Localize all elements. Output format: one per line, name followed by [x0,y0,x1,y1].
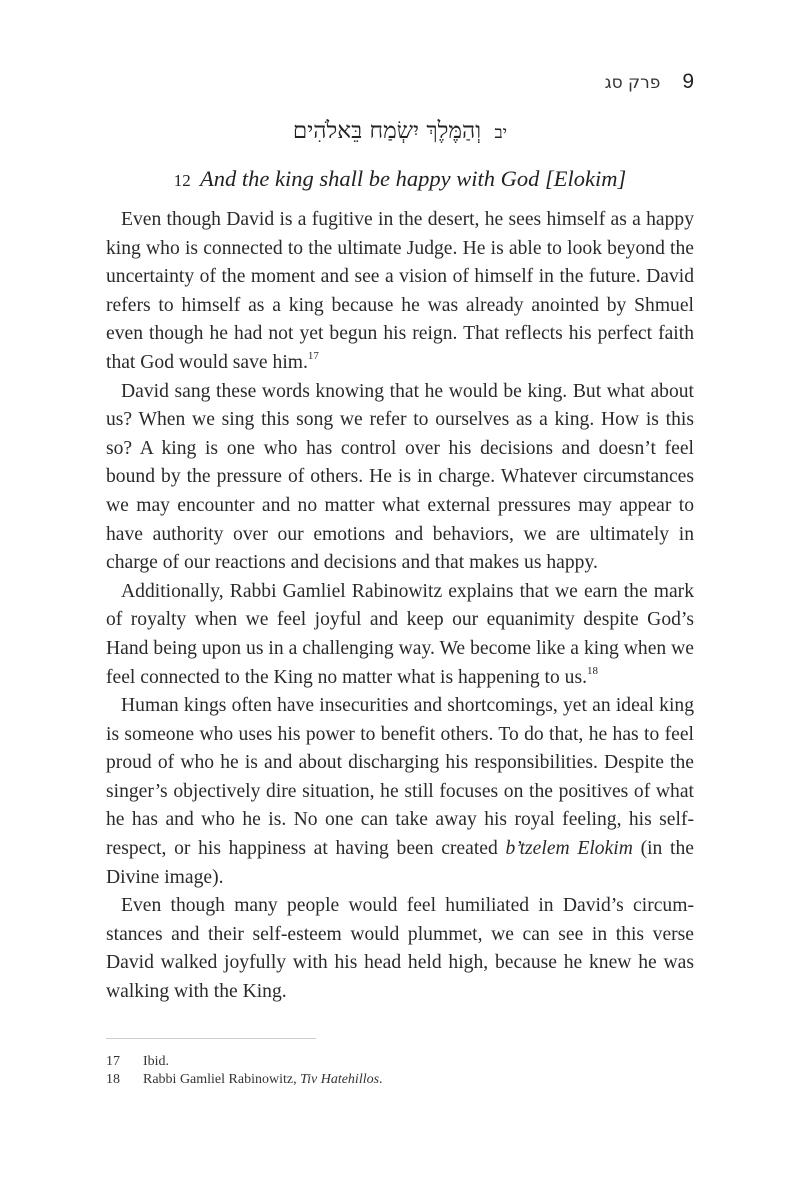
paragraph [106,892,694,1006]
italic-term: b’tzelem Elokim [505,838,633,860]
paragraph-text: Additionally, Rabbi Gamliel Rabinowitz explains that we earn the mark of royalty when we feel joyful and keep our equanimity despite God’s Hand being upon us in a challenging way. We become like a king when we feel connected to the King no matter what is happening to us. [106,580,694,688]
verse-english [0,166,800,192]
footnote-text [143,1071,383,1089]
footnote-number: 18 [106,1072,120,1087]
paragraph [106,378,694,578]
footnote-reference[interactable]: 17 [307,350,319,363]
footnotes [106,1053,694,1089]
chapter-title-hebrew: פרק סג [604,73,661,93]
running-head [605,70,694,94]
paragraph-text: Even though David is a fugitive in the desert, he sees himself as a happy king who is connected to the ultimate Judge. He is able to look beyond the uncertainty of the moment and see a vision of himself in the future. David refers to himself as a king because he was already anointed by Shmuel even though he had not yet begun his reign. That reflects his perfect faith that God would save him. [106,209,694,373]
paragraph-text: (in the Divine image). [106,838,694,888]
verse-hebrew [0,118,800,144]
paragraph [106,692,694,892]
paragraph-text: Human kings often have insecurities and shortcomings, yet an ideal king is someone who uses his power to benefit others. To do that, he has to feel proud of who he is and about discharging his responsibilities. Despite the singer’s objectively dire situation, he still focuses on the positives of what he has and who he is. No one can take away his royal feeling, his self-respect, or his happiness at having been created [106,695,694,860]
footnote-reference[interactable]: 18 [587,664,599,677]
footnote-text-part: Rabbi Gamliel Rabinowitz, [143,1072,301,1087]
footnote-text: Ibid. [143,1054,170,1069]
book-title: Tiv Hatehillos [300,1072,380,1087]
paragraph-text: David sang these words knowing that he would be king. But what about us? When we sing this song we refer to ourselves as a king. How is this so? A king is one who has control over his decisions and doesn’t feel bound by the pressure of others. He is in charge. Whatever circumstances we may encounter and no matter what external pressures may appear to have authority over our emotions and behaviors, we are ultimately in charge of our reactions and decisions and that makes us happy. [106,380,694,574]
verse-text-english: And the king shall be happy with God [Elokim] [200,166,627,191]
footnote-number: 17 [106,1054,120,1069]
footnote-item [106,1071,694,1089]
verse-number-hebrew: יב [494,123,508,143]
body-text [106,206,694,1007]
verse-text-hebrew: וְהַמֶּלֶךְ יִשְׂמַח בֵּאלֹהִים [292,118,482,144]
page-number: 9 [682,70,694,93]
verse-number-english: 12 [173,171,191,190]
paragraph [106,206,694,378]
footnote-text-part: . [379,1072,383,1087]
footnote-divider [106,1038,316,1039]
paragraph-text: Even though many people would feel humiliated in David’s circumstances and their self-esteem would plummet, we can see in this verse David walked joyfully with his head held high, because he knew he was walking with the King. [106,895,694,1003]
paragraph [106,578,694,692]
footnote-item [106,1053,694,1071]
